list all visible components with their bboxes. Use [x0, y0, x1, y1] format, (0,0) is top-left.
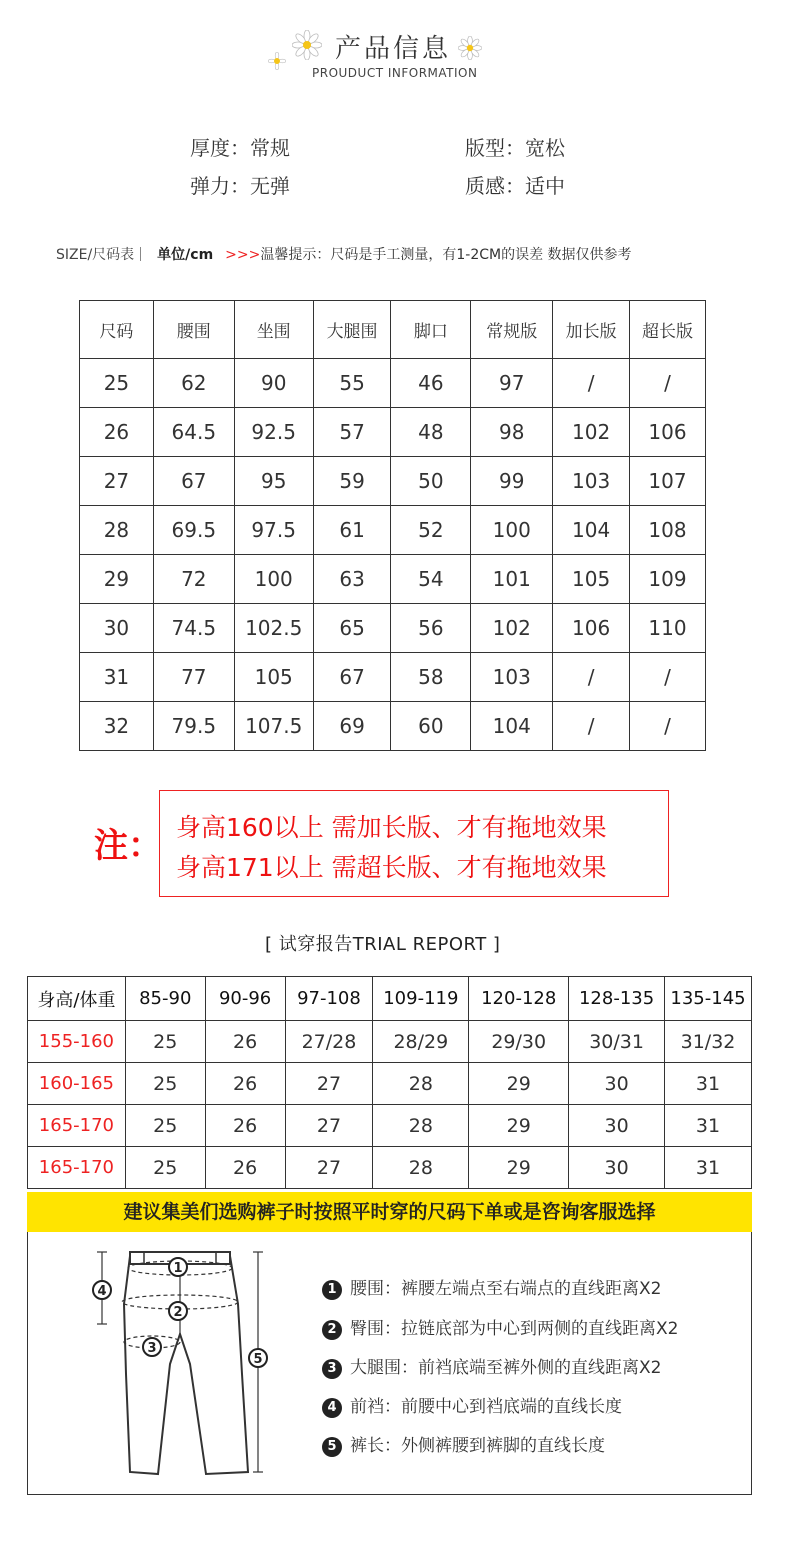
table-cell: 29	[469, 1147, 569, 1189]
table-cell: /	[630, 653, 706, 702]
table-cell: 65	[313, 604, 391, 653]
table-cell: 85-90	[125, 977, 205, 1021]
table-cell: 大腿围	[313, 301, 391, 359]
spec-elasticity: 弹力：无弹	[190, 174, 290, 198]
legend-item-2: 2 臀围：拉链底部为中心到两侧的直线距离X2	[322, 1314, 678, 1340]
table-cell: 109	[630, 555, 706, 604]
section-title: 产品信息	[335, 34, 452, 64]
table-cell: 52	[391, 506, 471, 555]
note-label: 注：	[94, 826, 162, 866]
note-line-1: 身高160以上 需加长版、才有拖地效果	[176, 813, 607, 842]
table-cell: 31	[665, 1105, 752, 1147]
table-cell: 64.5	[153, 408, 234, 457]
table-cell: 31	[80, 653, 154, 702]
table-cell: 26	[205, 1063, 285, 1105]
table-cell: 30/31	[569, 1021, 665, 1063]
table-row	[80, 653, 706, 702]
table-cell: 97	[471, 359, 553, 408]
spec-texture: 质感：适中	[465, 174, 565, 198]
table-cell: 67	[313, 653, 391, 702]
table-cell: 29/30	[469, 1021, 569, 1063]
table-cell: 26	[205, 1021, 285, 1063]
table-cell: 107.5	[234, 702, 313, 751]
table-cell: 坐围	[234, 301, 313, 359]
table-cell: 31/32	[665, 1021, 752, 1063]
table-cell: 29	[469, 1105, 569, 1147]
table-cell: 28	[373, 1063, 469, 1105]
table-cell: 90	[234, 359, 313, 408]
table-cell: 29	[80, 555, 154, 604]
table-cell: 30	[569, 1147, 665, 1189]
table-cell: 27	[285, 1105, 373, 1147]
table-cell: 60	[391, 702, 471, 751]
table-row	[28, 1147, 752, 1189]
table-cell: 32	[80, 702, 154, 751]
table-cell: 69.5	[153, 506, 234, 555]
table-cell: 58	[391, 653, 471, 702]
table-cell: 120-128	[469, 977, 569, 1021]
table-cell: 26	[80, 408, 154, 457]
table-cell: 25	[125, 1021, 205, 1063]
trial-report-title: [ 试穿报告TRIAL REPORT ]	[265, 934, 501, 955]
daisy-small-icon	[268, 52, 286, 70]
trial-table-header	[28, 977, 752, 1021]
table-cell: 脚口	[391, 301, 471, 359]
table-cell: 109-119	[373, 977, 469, 1021]
table-cell: 106	[553, 604, 630, 653]
table-cell: 72	[153, 555, 234, 604]
daisy-icon	[292, 30, 322, 60]
table-cell: 99	[471, 457, 553, 506]
table-cell: /	[553, 359, 630, 408]
daisy-right-icon	[458, 36, 482, 60]
spec-fit: 版型：宽松	[465, 136, 565, 160]
table-cell: 165-170	[28, 1105, 126, 1147]
table-cell: 尺码	[80, 301, 154, 359]
table-cell: 100	[471, 506, 553, 555]
table-cell: 74.5	[153, 604, 234, 653]
table-row	[80, 555, 706, 604]
divider	[140, 247, 141, 261]
table-cell: 103	[553, 457, 630, 506]
tip-arrows: >>>	[225, 247, 261, 263]
table-cell: 25	[125, 1147, 205, 1189]
table-cell: 62	[153, 359, 234, 408]
table-cell: 超长版	[630, 301, 706, 359]
table-cell: 59	[313, 457, 391, 506]
table-cell: 61	[313, 506, 391, 555]
table-row	[80, 702, 706, 751]
table-cell: 57	[313, 408, 391, 457]
table-cell: 27	[285, 1147, 373, 1189]
table-cell: /	[553, 653, 630, 702]
table-cell: 27	[80, 457, 154, 506]
table-row	[28, 1021, 752, 1063]
table-row	[80, 359, 706, 408]
table-cell: 95	[234, 457, 313, 506]
table-cell: 101	[471, 555, 553, 604]
table-cell: 28/29	[373, 1021, 469, 1063]
table-cell: 26	[205, 1105, 285, 1147]
table-cell: 108	[630, 506, 706, 555]
marker-2: 2	[173, 1305, 183, 1320]
marker-5: 5	[253, 1352, 263, 1367]
table-cell: 102.5	[234, 604, 313, 653]
table-cell: 48	[391, 408, 471, 457]
table-cell: 79.5	[153, 702, 234, 751]
table-row	[80, 457, 706, 506]
tip-text: 温馨提示：尺码是手工测量，有1-2CM的误差 数据仅供参考	[260, 247, 632, 263]
legend-item-3: 3 大腿围：前裆底端至裤外侧的直线距离X2	[322, 1353, 661, 1379]
size-chart-header	[56, 244, 632, 264]
legend-item-1: 1 腰围：裤腰左端点至右端点的直线距离X2	[322, 1274, 661, 1300]
table-cell: 69	[313, 702, 391, 751]
table-row	[80, 408, 706, 457]
table-cell: 103	[471, 653, 553, 702]
table-cell: /	[630, 702, 706, 751]
pants-outline	[124, 1256, 248, 1474]
table-cell: /	[553, 702, 630, 751]
table-row	[28, 1105, 752, 1147]
table-cell: 身高/体重	[28, 977, 126, 1021]
table-cell: 155-160	[28, 1021, 126, 1063]
table-cell: 55	[313, 359, 391, 408]
table-cell: 腰围	[153, 301, 234, 359]
table-cell: 100	[234, 555, 313, 604]
table-cell: 27/28	[285, 1021, 373, 1063]
table-row	[28, 1063, 752, 1105]
table-cell: 110	[630, 604, 706, 653]
marker-4: 4	[97, 1284, 107, 1299]
note-box	[159, 790, 669, 897]
table-cell: 30	[569, 1105, 665, 1147]
table-cell: 105	[553, 555, 630, 604]
marker-1: 1	[173, 1261, 183, 1276]
legend-item-5: 5 裤长：外侧裤腰到裤脚的直线长度	[322, 1431, 605, 1457]
legend-item-4: 4 前裆：前腰中心到裆底端的直线长度	[322, 1392, 622, 1418]
section-subtitle: PROUDUCT INFORMATION	[312, 66, 478, 80]
table-cell: 25	[125, 1105, 205, 1147]
table-cell: 104	[471, 702, 553, 751]
table-cell: 97-108	[285, 977, 373, 1021]
table-cell: 106	[630, 408, 706, 457]
pants-diagram	[80, 1244, 280, 1484]
table-cell: 31	[665, 1063, 752, 1105]
table-cell: 97.5	[234, 506, 313, 555]
marker-3: 3	[147, 1341, 157, 1356]
table-cell: 常规版	[471, 301, 553, 359]
size-table	[79, 300, 706, 751]
size-table-header	[80, 301, 706, 359]
table-cell: 31	[665, 1147, 752, 1189]
table-cell: 67	[153, 457, 234, 506]
table-cell: 77	[153, 653, 234, 702]
unit-label: 单位/cm	[157, 247, 214, 263]
table-cell: 26	[205, 1147, 285, 1189]
spec-thickness: 厚度：常规	[190, 136, 290, 160]
size-chart-label: SIZE/尺码表	[56, 247, 135, 263]
table-cell: 加长版	[553, 301, 630, 359]
table-cell: 98	[471, 408, 553, 457]
table-cell: 105	[234, 653, 313, 702]
table-cell: 160-165	[28, 1063, 126, 1105]
trial-table	[27, 976, 752, 1189]
table-cell: 165-170	[28, 1147, 126, 1189]
advice-banner: 建议集美们选购裤子时按照平时穿的尺码下单或是咨询客服选择	[27, 1192, 752, 1232]
table-cell: 46	[391, 359, 471, 408]
table-cell: 135-145	[665, 977, 752, 1021]
table-cell: 92.5	[234, 408, 313, 457]
table-row	[80, 604, 706, 653]
table-cell: 28	[373, 1105, 469, 1147]
table-cell: 29	[469, 1063, 569, 1105]
table-cell: 30	[569, 1063, 665, 1105]
table-row	[80, 506, 706, 555]
table-cell: 28	[373, 1147, 469, 1189]
table-cell: 27	[285, 1063, 373, 1105]
table-cell: 25	[125, 1063, 205, 1105]
table-cell: 102	[553, 408, 630, 457]
table-cell: 30	[80, 604, 154, 653]
table-cell: 128-135	[569, 977, 665, 1021]
table-cell: 56	[391, 604, 471, 653]
table-cell: 28	[80, 506, 154, 555]
table-cell: 25	[80, 359, 154, 408]
table-cell: 54	[391, 555, 471, 604]
table-cell: 102	[471, 604, 553, 653]
table-cell: 104	[553, 506, 630, 555]
table-cell: /	[630, 359, 706, 408]
table-cell: 107	[630, 457, 706, 506]
note-line-2: 身高171以上 需超长版、才有拖地效果	[176, 853, 607, 882]
table-cell: 63	[313, 555, 391, 604]
table-cell: 50	[391, 457, 471, 506]
table-cell: 90-96	[205, 977, 285, 1021]
